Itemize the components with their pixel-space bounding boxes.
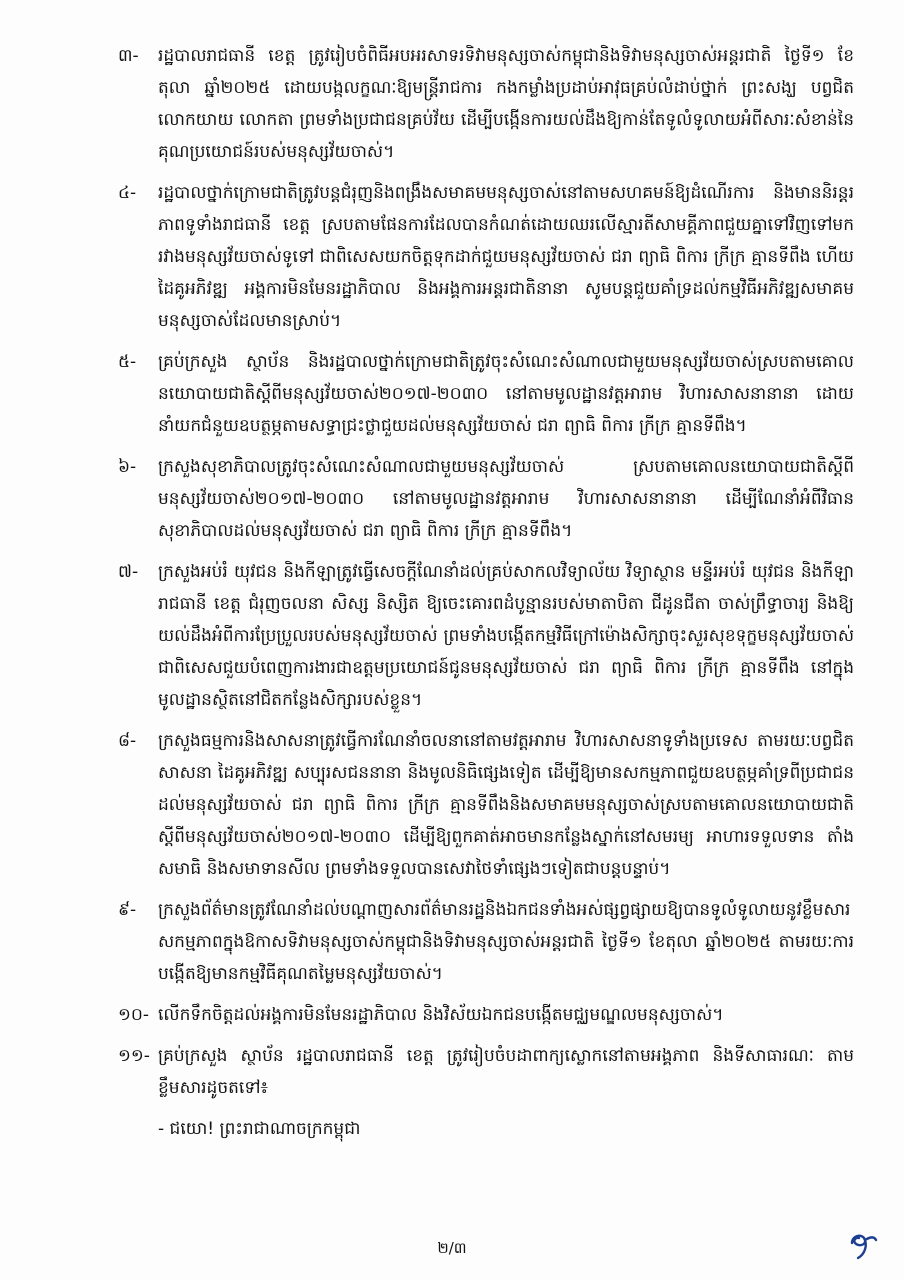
item-number: ៦- [118,457,137,477]
page-number: ២/៣ [437,1239,467,1257]
handwritten-initial-icon [845,1228,879,1262]
item-number: ៨- [118,731,137,751]
item-number: ៥- [118,352,137,372]
list-item [118,1040,854,1104]
list-item [118,177,854,337]
item-text: ក្រសួងព័ត៌មានត្រូវណែនាំដល់បណ្តាញសារព័ត៌មានរដ្ឋនិងឯកជនទាំងអស់ផ្សព្វផ្សាយឱ្យបានទូលំទូលាយនូវខ្លឹមសារសកម្មភាពក្នុងឱកាសទិវាមនុស្សចាស់កម្ពុជានិងទិវាមនុស្សចាស់អន្តរជាតិ ថ្ងៃទី១ ខែតុលា ឆ្នាំ២០២៥ តាមរយៈការបង្កើតឱ្យមានកម្មវិធីគុណតម្លៃមនុស្សវ័យចាស់។ [158,900,854,984]
item-number: ១១- [118,1046,150,1066]
item-text: ក្រសួងសុខាភិបាលត្រូវចុះសំណេះសំណាលជាមួយមនុស្សវ័យចាស់ ស្របតាមគោលនយោបាយជាតិស្តីពីមនុស្សវ័យចាស់២០១៧-២០៣០ នៅតាមមូលដ្ឋានវត្តអារាម វិហារសាសនានានា ដើម្បីណែនាំអំពីវិធានសុខាភិបាលដល់មនុស្សវ័យចាស់ ជរា ព្យាធិ ពិការ ក្រីក្រ គ្មានទីពឹង។ [158,457,854,541]
item-text: ក្រសួងធម្មការនិងសាសនាត្រូវធ្វើការណែនាំចលនានៅតាមវត្តអារាម វិហារសាសនាទូទាំងប្រទេស តាមរយៈបព្វជិតសាសនា ដៃគូអភិវឌ្ឍ សប្បុរសជននានា និងមូលនិធិផ្សេងទៀត ដើម្បីឱ្យមានសកម្មភាពជួយឧបត្ថម្ភគាំទ្រពីប្រជាជនដល់មនុស្សវ័យចាស់ ជរា ព្យាធិ ពិការ ក្រីក្រ គ្មានទីពឹងនិងសមាគមមនុស្សចាស់ស្របតាមគោលនយោបាយជាតិស្តីពីមនុស្សវ័យចាស់២០១៧-២០៣០ ដើម្បីឱ្យពួកគាត់អាចមានកន្លែងស្នាក់នៅសមរម្យ អាហារទទួលទាន តាំងសមាធិ និងសមាទានសីល ព្រមទាំងទទួលបានសេវាថៃទាំផ្សេងៗទៀតជាបន្តបន្ទាប់។ [158,731,854,879]
item-text: ក្រសួងអប់រំ យុវជន និងកីឡាត្រូវធ្វើសេចក្តីណែនាំដល់គ្រប់សាកលវិទ្យាល័យ វិទ្យាស្ថាន មន្ទីរអប់រំ យុវជន និងកីឡា រាជធានី ខេត្ត ជំរុញចលនា សិស្ស និស្សិត ឱ្យចេះគោរពដំបូន្មានរបស់មាតាបិតា ជីដូនជីតា ចាស់ព្រឹទ្ធាចារ្យ និងឱ្យយល់ដឹងអំពីការប្រែប្រួលរបស់មនុស្សវ័យចាស់ ព្រមទាំងបង្កើតកម្មវិធីក្រៅម៉ោងសិក្សាចុះសួរសុខទុក្ខមនុស្សវ័យចាស់ ជាពិសេសជួយបំពេញការងារជាឧត្តមប្រយោជន៍ជូនមនុស្សវ័យចាស់ ជរា ព្យាធិ ពិការ ក្រីក្រ គ្មានទីពឹង នៅក្នុងមូលដ្ឋានស្ថិតនៅជិតកន្លែងសិក្សារបស់ខ្លួន។ [158,562,854,710]
document-body [118,40,854,1145]
item-text: លើកទឹកចិត្តដល់អង្គការមិនមែនរដ្ឋាភិបាល និងវិស័យឯកជនបង្កើតមជ្ឈមណ្ឌលមនុស្សចាស់។ [158,1005,724,1025]
list-item [118,451,854,547]
item-text: រដ្ឋបាលថ្នាក់ក្រោមជាតិត្រូវបន្តជំរុញនិងពង្រឹងសមាគមមនុស្សចាស់នៅតាមសហគមន៍ឱ្យដំណើរការ និងមាននិរន្តរភាពទូទាំងរាជធានី ខេត្ត ស្របតាមផែនការដែលបានកំណត់ដោយឈរលើស្មារតីសាមគ្គីភាពជួយគ្នាទៅវិញទៅមករវាងមនុស្សវ័យចាស់ទូទៅ ជាពិសេសយកចិត្តទុកដាក់ជួយមនុស្សវ័យចាស់ ជរា ព្យាធិ ពិការ ក្រីក្រ គ្មានទីពឹង ហើយដៃគូអភិវឌ្ឍ អង្គការមិនមែនរដ្ឋាភិបាល និងអង្គការអន្តរជាតិនានា សូមបន្តជួយគាំទ្រដល់កម្មវិធីអភិវឌ្ឍសមាគមមនុស្សចាស់ដែលមានស្រាប់។ [158,183,854,331]
item-number: ៩- [118,900,137,920]
item-number: ៧- [118,562,139,582]
list-item [118,40,854,168]
slogan-line: - ជយោ! ព្រះរាជាណាចក្រកម្ពុជា [158,1119,361,1139]
list-item [118,894,854,990]
list-item [118,725,854,885]
item-number: ៣- [118,46,139,66]
item-number: ៤- [118,183,137,203]
item-text: រដ្ឋបាលរាជធានី ខេត្ត ត្រូវរៀបចំពិធីអបអរសាទរទិវាមនុស្សចាស់កម្ពុជានិងទិវាមនុស្សចាស់អន្តរជាតិ ថ្ងៃទី១ ខែតុលា ឆ្នាំ២០២៥ ដោយបង្កលក្ខណៈឱ្យមន្ត្រីរាជការ កងកម្លាំងប្រដាប់អាវុធគ្រប់លំដាប់ថ្នាក់ ព្រះសង្ឃ បព្វជិត លោកយាយ លោកតា ព្រមទាំងប្រជាជនគ្រប់វ័យ ដើម្បីបង្កើនការយល់ដឹងឱ្យកាន់តែទូលំទូលាយអំពីសារៈសំខាន់នៃគុណប្រយោជន៍របស់មនុស្សវ័យចាស់។ [158,46,854,162]
item-text: គ្រប់ក្រសួង ស្ថាប័ន និងរដ្ឋបាលថ្នាក់ក្រោមជាតិត្រូវចុះសំណេះសំណាលជាមួយមនុស្សវ័យចាស់ស្របតាមគោលនយោបាយជាតិស្តីពីមនុស្សវ័យចាស់២០១៧-២០៣០ នៅតាមមូលដ្ឋានវត្តអារាម វិហារសាសនានានា ដោយនាំយកជំនួយឧបត្ថម្ភតាមសទ្ធាជ្រះថ្លាជួយដល់មនុស្សវ័យចាស់ ជរា ព្យាធិ ពិការ ក្រីក្រ គ្មានទីពឹង។ [158,352,854,436]
list-item [118,999,854,1031]
list-item [118,556,854,716]
item-number: ១០- [118,1005,150,1025]
item-text: គ្រប់ក្រសួង ស្ថាប័ន រដ្ឋបាលរាជធានី ខេត្ត ត្រូវរៀបចំបដាពាក្យស្លោកនៅតាមអង្គភាព និងទីសាធារណៈ តាមខ្លឹមសារដូចតទៅ៖ [158,1046,854,1098]
list-item [118,346,854,442]
